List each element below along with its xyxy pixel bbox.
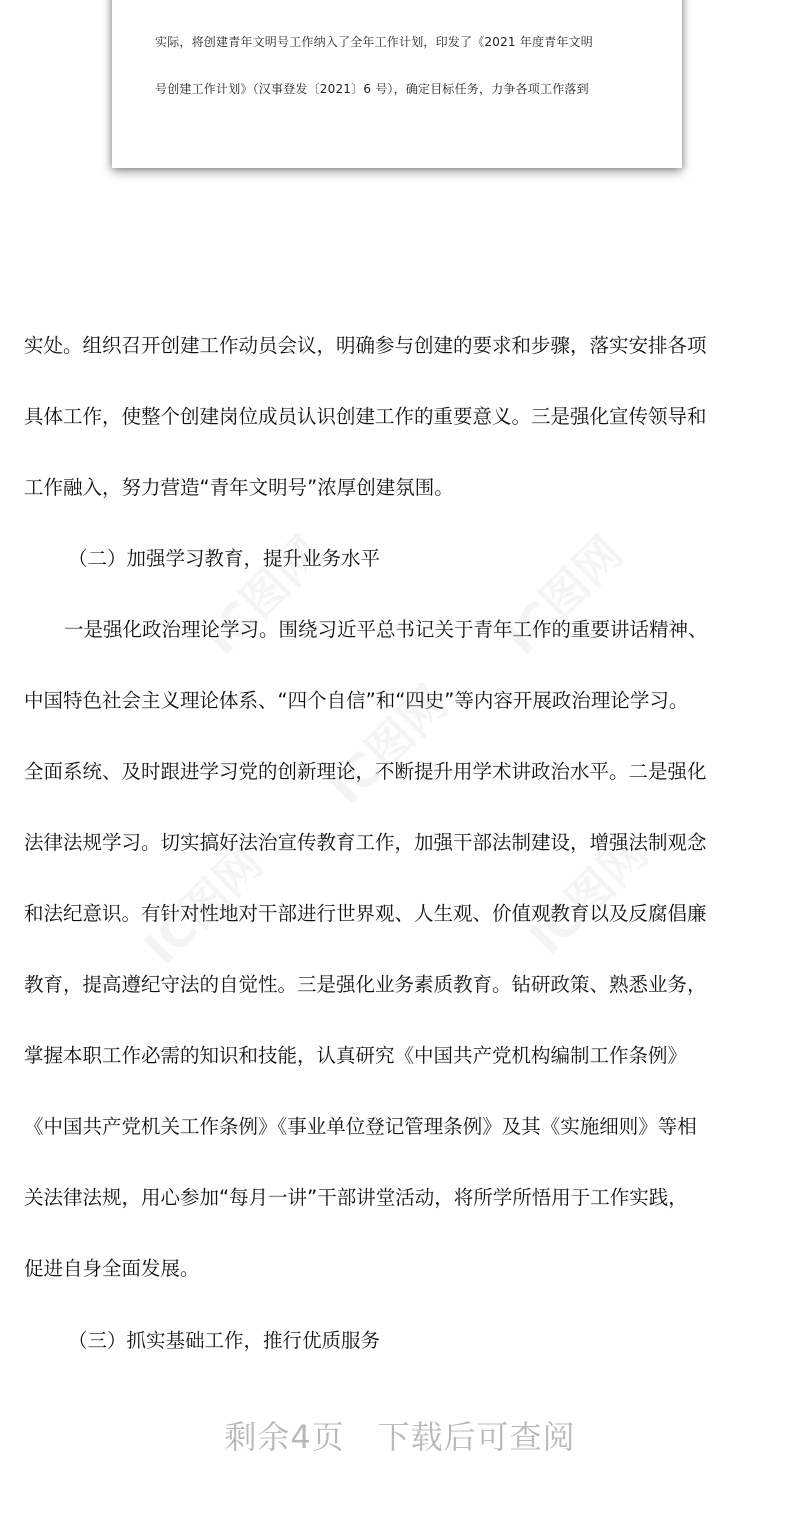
- watermark: [188, 519, 336, 667]
- paragraph-line: 促进自身全面发展。: [24, 1257, 200, 1280]
- remaining-pages-notice[interactable]: 剩余4页 下载后可查阅: [224, 1418, 576, 1456]
- paragraph-line: 实处。组织召开创建工作动员会议，明确参与创建的要求和步骤，落实安排各项: [24, 334, 707, 357]
- paragraph-line: 《中国共产党机关工作条例》《事业单位登记管理条例》及其《实施细则》等相: [24, 1115, 697, 1138]
- preview-line: [155, 0, 655, 1]
- preview-line: 号创建工作计划》（汉事登发〔2021〕6 号），确定目标任务，力争各项工作落到: [155, 82, 589, 96]
- paragraph-line: 关法律法规，用心参加“每月一讲”干部讲堂活动，将所学所悟用于工作实践，: [24, 1186, 688, 1209]
- preview-page-card: [112, 0, 682, 168]
- paragraph-line: 中国特色社会主义理论体系、“四个自信”和“四史”等内容开展政治理论学习。: [24, 689, 689, 712]
- paragraph-line: 和法纪意识。有针对性地对干部进行世界观、人生观、价值观教育以及反腐倡廉: [24, 902, 707, 925]
- paragraph-line: 掌握本职工作必需的知识和技能，认真研究《中国共产党机构编制工作条例》: [24, 1044, 688, 1067]
- paragraph-line: 具体工作，使整个创建岗位成员认识创建工作的重要意义。三是强化宣传领导和: [24, 405, 707, 428]
- preview-line: 实际，将创建青年文明号工作纳入了全年工作计划，印发了《2021 年度青年文明: [155, 35, 593, 49]
- watermark: [488, 519, 636, 667]
- section-heading: （二）加强学习教育，提升业务水平: [68, 547, 381, 570]
- section-heading: （三）抓实基础工作，推行优质服务: [68, 1329, 381, 1352]
- paragraph-line: 工作融入，努力营造“青年文明号”浓厚创建氛围。: [24, 476, 454, 499]
- paragraph-line: 教育，提高遵纪守法的自觉性。三是强化业务素质教育。钻研政策、熟悉业务，: [24, 973, 707, 996]
- paragraph-line: 全面系统、及时跟进学习党的创新理论，不断提升用学术讲政治水平。二是强化: [24, 760, 707, 783]
- paragraph-line: 一是强化政治理论学习。围绕习近平总书记关于青年工作的重要讲话精神、: [64, 618, 708, 641]
- paragraph-line: 法律法规学习。切实搞好法治宣传教育工作，加强干部法制建设，增强法制观念: [24, 831, 707, 854]
